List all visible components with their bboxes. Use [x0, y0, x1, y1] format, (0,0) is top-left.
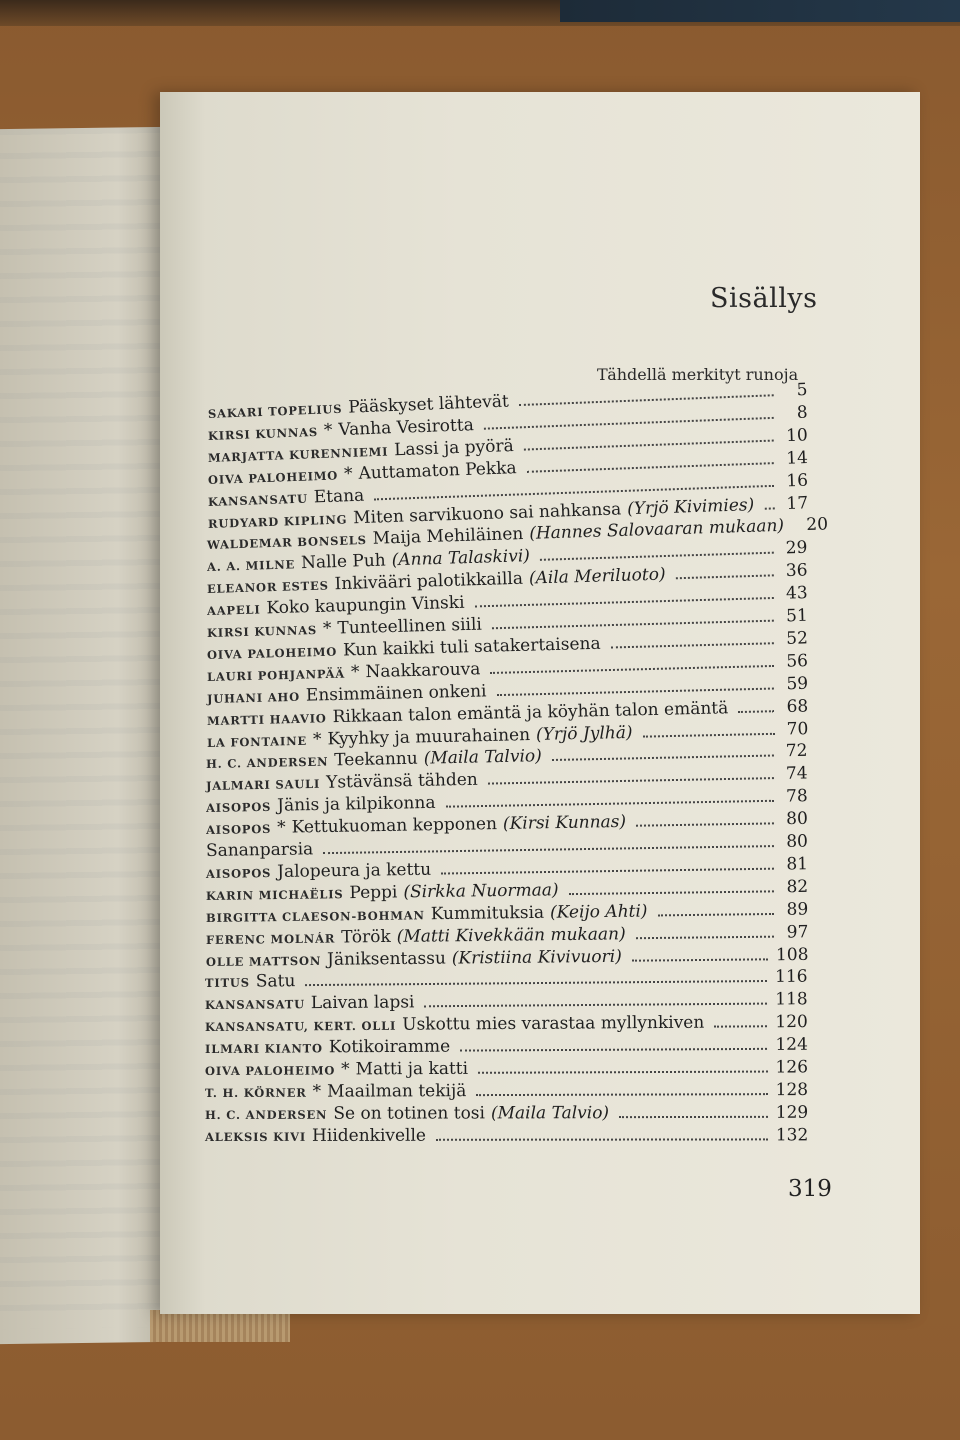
- toc-author: OLLE MATTSON: [205, 953, 321, 969]
- toc-page-number: 29: [785, 537, 808, 559]
- toc-title: Peppi: [349, 882, 398, 903]
- toc-author: JUHANI AHO: [206, 689, 300, 706]
- toc-translator: (Maila Talvio): [423, 746, 543, 769]
- toc-author: OIVA PALOHEIMO: [206, 644, 338, 662]
- toc-title: Kyyhky ja muurahainen: [326, 724, 530, 749]
- dot-leader: [635, 935, 774, 939]
- toc-author: KANSANSATU: [205, 997, 306, 1013]
- toc-title: Ystävänsä tähden: [326, 770, 479, 793]
- toc-page-number: 120: [775, 1012, 809, 1033]
- toc-author: SAKARI TOPELIUS: [207, 401, 343, 421]
- toc-page-number: 78: [786, 786, 809, 807]
- toc-author: KIRSI KUNNAS: [206, 623, 318, 640]
- toc-page-number: 16: [785, 470, 808, 491]
- toc-title: Inkivääri palotikkailla: [334, 568, 524, 595]
- toc-author: MARTTI HAAVIO: [206, 710, 327, 728]
- toc-title: Kun kaikki tuli satakertaisena: [342, 633, 601, 661]
- poem-star-marker: *: [312, 1081, 322, 1102]
- toc-page-number: 59: [785, 673, 809, 694]
- toc-page-number: 82: [786, 876, 809, 897]
- toc-page-number: 118: [775, 989, 809, 1010]
- toc-title: Hiidenkivelle: [311, 1125, 426, 1146]
- toc-page-number: 20: [806, 514, 829, 536]
- toc-author: T. H. KÖRNER: [204, 1085, 307, 1100]
- toc-title: Auttamaton Pekka: [357, 457, 517, 484]
- dot-leader: [568, 890, 774, 895]
- toc-author: LAURI POHJANPÄÄ: [206, 666, 345, 684]
- toc-title: Teekannu: [334, 749, 419, 771]
- toc-page-number: 14: [785, 447, 808, 469]
- toc-title: Koko kaupungin Vinski: [266, 592, 465, 619]
- toc-translator: (Yrjö Jylhä): [535, 722, 633, 745]
- dot-leader: [478, 1071, 767, 1074]
- toc-title: Maailman tekijä: [327, 1081, 467, 1102]
- toc-author: ALEKSIS KIVI: [204, 1129, 306, 1144]
- dot-leader: [496, 687, 774, 696]
- toc-title: Tunteellinen siili: [337, 614, 483, 639]
- toc-title: Se on totinen tosi: [333, 1103, 485, 1124]
- toc-title: Vanha Vesirotta: [337, 414, 475, 441]
- toc-title: Uskottu mies varastaa myllynkiven: [402, 1012, 705, 1035]
- toc-page-number: 108: [775, 944, 809, 965]
- dot-leader: [492, 620, 774, 630]
- toc-page-number: 97: [786, 921, 809, 943]
- poem-star-marker: *: [350, 662, 360, 683]
- toc-author: AISOPOS: [205, 865, 272, 881]
- toc-translator: (Anna Talaskivi): [391, 546, 531, 571]
- toc-author: OIVA PALOHEIMO: [207, 468, 339, 487]
- poem-star-marker: *: [277, 817, 286, 838]
- dot-leader: [306, 980, 768, 986]
- toc-page-number: 81: [786, 854, 809, 875]
- toc-entry: [205, 1125, 808, 1148]
- toc-page-number: 132: [775, 1125, 809, 1146]
- toc-translator: (Hannes Salovaaran mukaan): [529, 516, 785, 545]
- toc-author: FERENC MOLNÁR: [205, 931, 335, 947]
- toc-author: A. A. MILNE: [207, 557, 296, 575]
- toc-page-number: 43: [785, 583, 809, 604]
- dot-leader: [715, 1025, 768, 1027]
- toc-translator: (Sirkka Nuormaa): [403, 880, 559, 903]
- toc-author: LA FONTAINE: [206, 733, 307, 750]
- toc-author: KANSANSATU, KERT. OLLI: [205, 1018, 397, 1035]
- toc-title: Jalopeura ja kettu: [276, 859, 432, 882]
- toc-title: Jäniksentassu: [326, 948, 446, 970]
- page-heading: Sisällys: [710, 283, 818, 314]
- poem-star-marker: *: [322, 618, 332, 639]
- toc-translator: (Kirsi Kunnas): [502, 811, 627, 835]
- toc-page-number: 8: [796, 402, 808, 423]
- dot-leader: [524, 439, 774, 450]
- toc-translator: (Yrjö Kivimies): [626, 494, 755, 519]
- dot-leader: [526, 462, 773, 473]
- toc-author: BIRGITTA CLAESON-BOHMAN: [205, 907, 425, 925]
- toc-title: Naakkarouva: [365, 659, 481, 682]
- toc-page-number: 74: [786, 763, 809, 785]
- toc-author: WALDEMAR BONSELS: [207, 533, 368, 553]
- toc-translator: (Kristiina Kivivuori): [451, 946, 622, 969]
- toc-author: TITUS: [205, 975, 251, 991]
- toc-author: KARIN MICHAËLIS: [205, 886, 344, 903]
- toc-page-number: 116: [775, 967, 809, 988]
- toc-entry: [205, 1080, 808, 1104]
- dot-leader: [490, 665, 774, 674]
- dot-leader: [436, 1138, 768, 1140]
- toc-author: OIVA PALOHEIMO: [204, 1063, 336, 1078]
- dot-leader: [657, 913, 774, 916]
- dot-leader: [460, 1048, 767, 1052]
- poem-star-marker: *: [341, 1059, 350, 1080]
- dot-leader: [475, 597, 774, 607]
- dot-leader: [636, 822, 774, 826]
- toc-translator: (Aila Meriluoto): [528, 564, 667, 589]
- toc-entry: [205, 1057, 808, 1082]
- toc-entry: [205, 1103, 808, 1126]
- toc-title: Sananparsia: [205, 839, 314, 861]
- toc-title: Jänis ja kilpikonna: [277, 793, 436, 816]
- toc-author: ELEANOR ESTES: [206, 578, 330, 597]
- toc-title: Maija Mehiläinen: [372, 524, 525, 550]
- toc-author: AISOPOS: [205, 821, 272, 838]
- toc-page-number: 70: [785, 718, 809, 740]
- toc-title: Miten sarvikuono sai nahkansa: [352, 498, 622, 528]
- toc-title: Pääskyset lähtevät: [347, 391, 510, 418]
- toc-author: AAPELI: [206, 602, 261, 619]
- dot-leader: [540, 552, 774, 561]
- toc-page-number: 56: [785, 650, 809, 672]
- dot-leader: [476, 1093, 767, 1096]
- toc-author: AISOPOS: [206, 800, 272, 816]
- toc-title: Etana: [313, 485, 365, 508]
- toc-title: Laivan lapsi: [311, 992, 415, 1014]
- toc-page-number: 17: [785, 492, 808, 514]
- dot-leader: [488, 777, 774, 784]
- toc-page-number: 128: [775, 1079, 809, 1100]
- toc-author: RUDYARD KIPLING: [207, 511, 347, 531]
- poem-note: Tähdellä merkityt runoja: [597, 365, 799, 384]
- toc-author: MARJATTA KURENNIEMI: [207, 444, 389, 465]
- toc-title: Matti ja katti: [355, 1058, 469, 1080]
- toc-page-number: 36: [785, 560, 809, 582]
- poem-star-marker: *: [323, 420, 333, 441]
- toc-page-number: 72: [786, 741, 809, 762]
- toc-author: H. C. ANDERSEN: [204, 1107, 328, 1122]
- toc-page-number: 80: [786, 831, 809, 852]
- page-number: 319: [788, 1176, 832, 1202]
- dot-leader: [764, 507, 774, 509]
- toc-title: Kotikoiramme: [328, 1036, 451, 1058]
- dot-leader: [631, 958, 767, 961]
- poem-star-marker: *: [312, 729, 322, 750]
- toc-page-number: 89: [786, 899, 809, 920]
- dot-leader: [676, 575, 774, 580]
- toc-title: Lassi ja pyörä: [393, 435, 514, 461]
- toc-title: Kummituksia: [430, 902, 544, 924]
- toc-title: Rikkaan talon emäntä ja köyhän talon emäntä: [332, 697, 729, 727]
- toc-page-number: 52: [785, 628, 809, 649]
- toc-page-number: 124: [775, 1034, 809, 1055]
- toc-page-number: 80: [786, 808, 809, 830]
- toc-translator: (Matti Kivekkään mukaan): [396, 923, 626, 947]
- toc-author: KANSANSATU: [207, 491, 308, 509]
- dot-leader: [642, 732, 774, 737]
- toc-page-number: 10: [785, 425, 808, 446]
- dot-leader: [619, 1116, 768, 1118]
- toc-page-number: 51: [785, 605, 809, 627]
- toc-title: Kettukuoman kepponen: [291, 814, 498, 838]
- toc-page-number: 126: [775, 1057, 809, 1078]
- toc-page-number: 68: [785, 696, 809, 717]
- toc-page-number: 5: [796, 379, 808, 401]
- toc-title: Satu: [256, 971, 296, 992]
- poem-star-marker: *: [343, 463, 353, 484]
- toc-title: Nalle Puh: [301, 550, 387, 574]
- toc-page-number: 129: [775, 1102, 809, 1123]
- toc-author: H. C. ANDERSEN: [206, 754, 329, 772]
- dot-leader: [441, 868, 774, 875]
- toc-author: ILMARI KIANTO: [205, 1041, 323, 1057]
- toc-title: Török: [340, 926, 391, 948]
- toc-translator: (Keijo Ahti): [549, 901, 648, 923]
- toc-author: JALMARI SAULI: [206, 777, 321, 794]
- toc-entry: [205, 1035, 808, 1060]
- toc-translator: (Maila Talvio): [490, 1102, 609, 1124]
- toc-author: KIRSI KUNNAS: [207, 424, 319, 443]
- dot-leader: [738, 710, 774, 713]
- dot-leader: [323, 845, 774, 854]
- dot-leader: [446, 800, 774, 808]
- dot-leader: [425, 1003, 768, 1008]
- dot-leader: [611, 642, 774, 648]
- dot-leader: [552, 755, 774, 761]
- toc-title: Ensimmäinen onkeni: [305, 681, 487, 706]
